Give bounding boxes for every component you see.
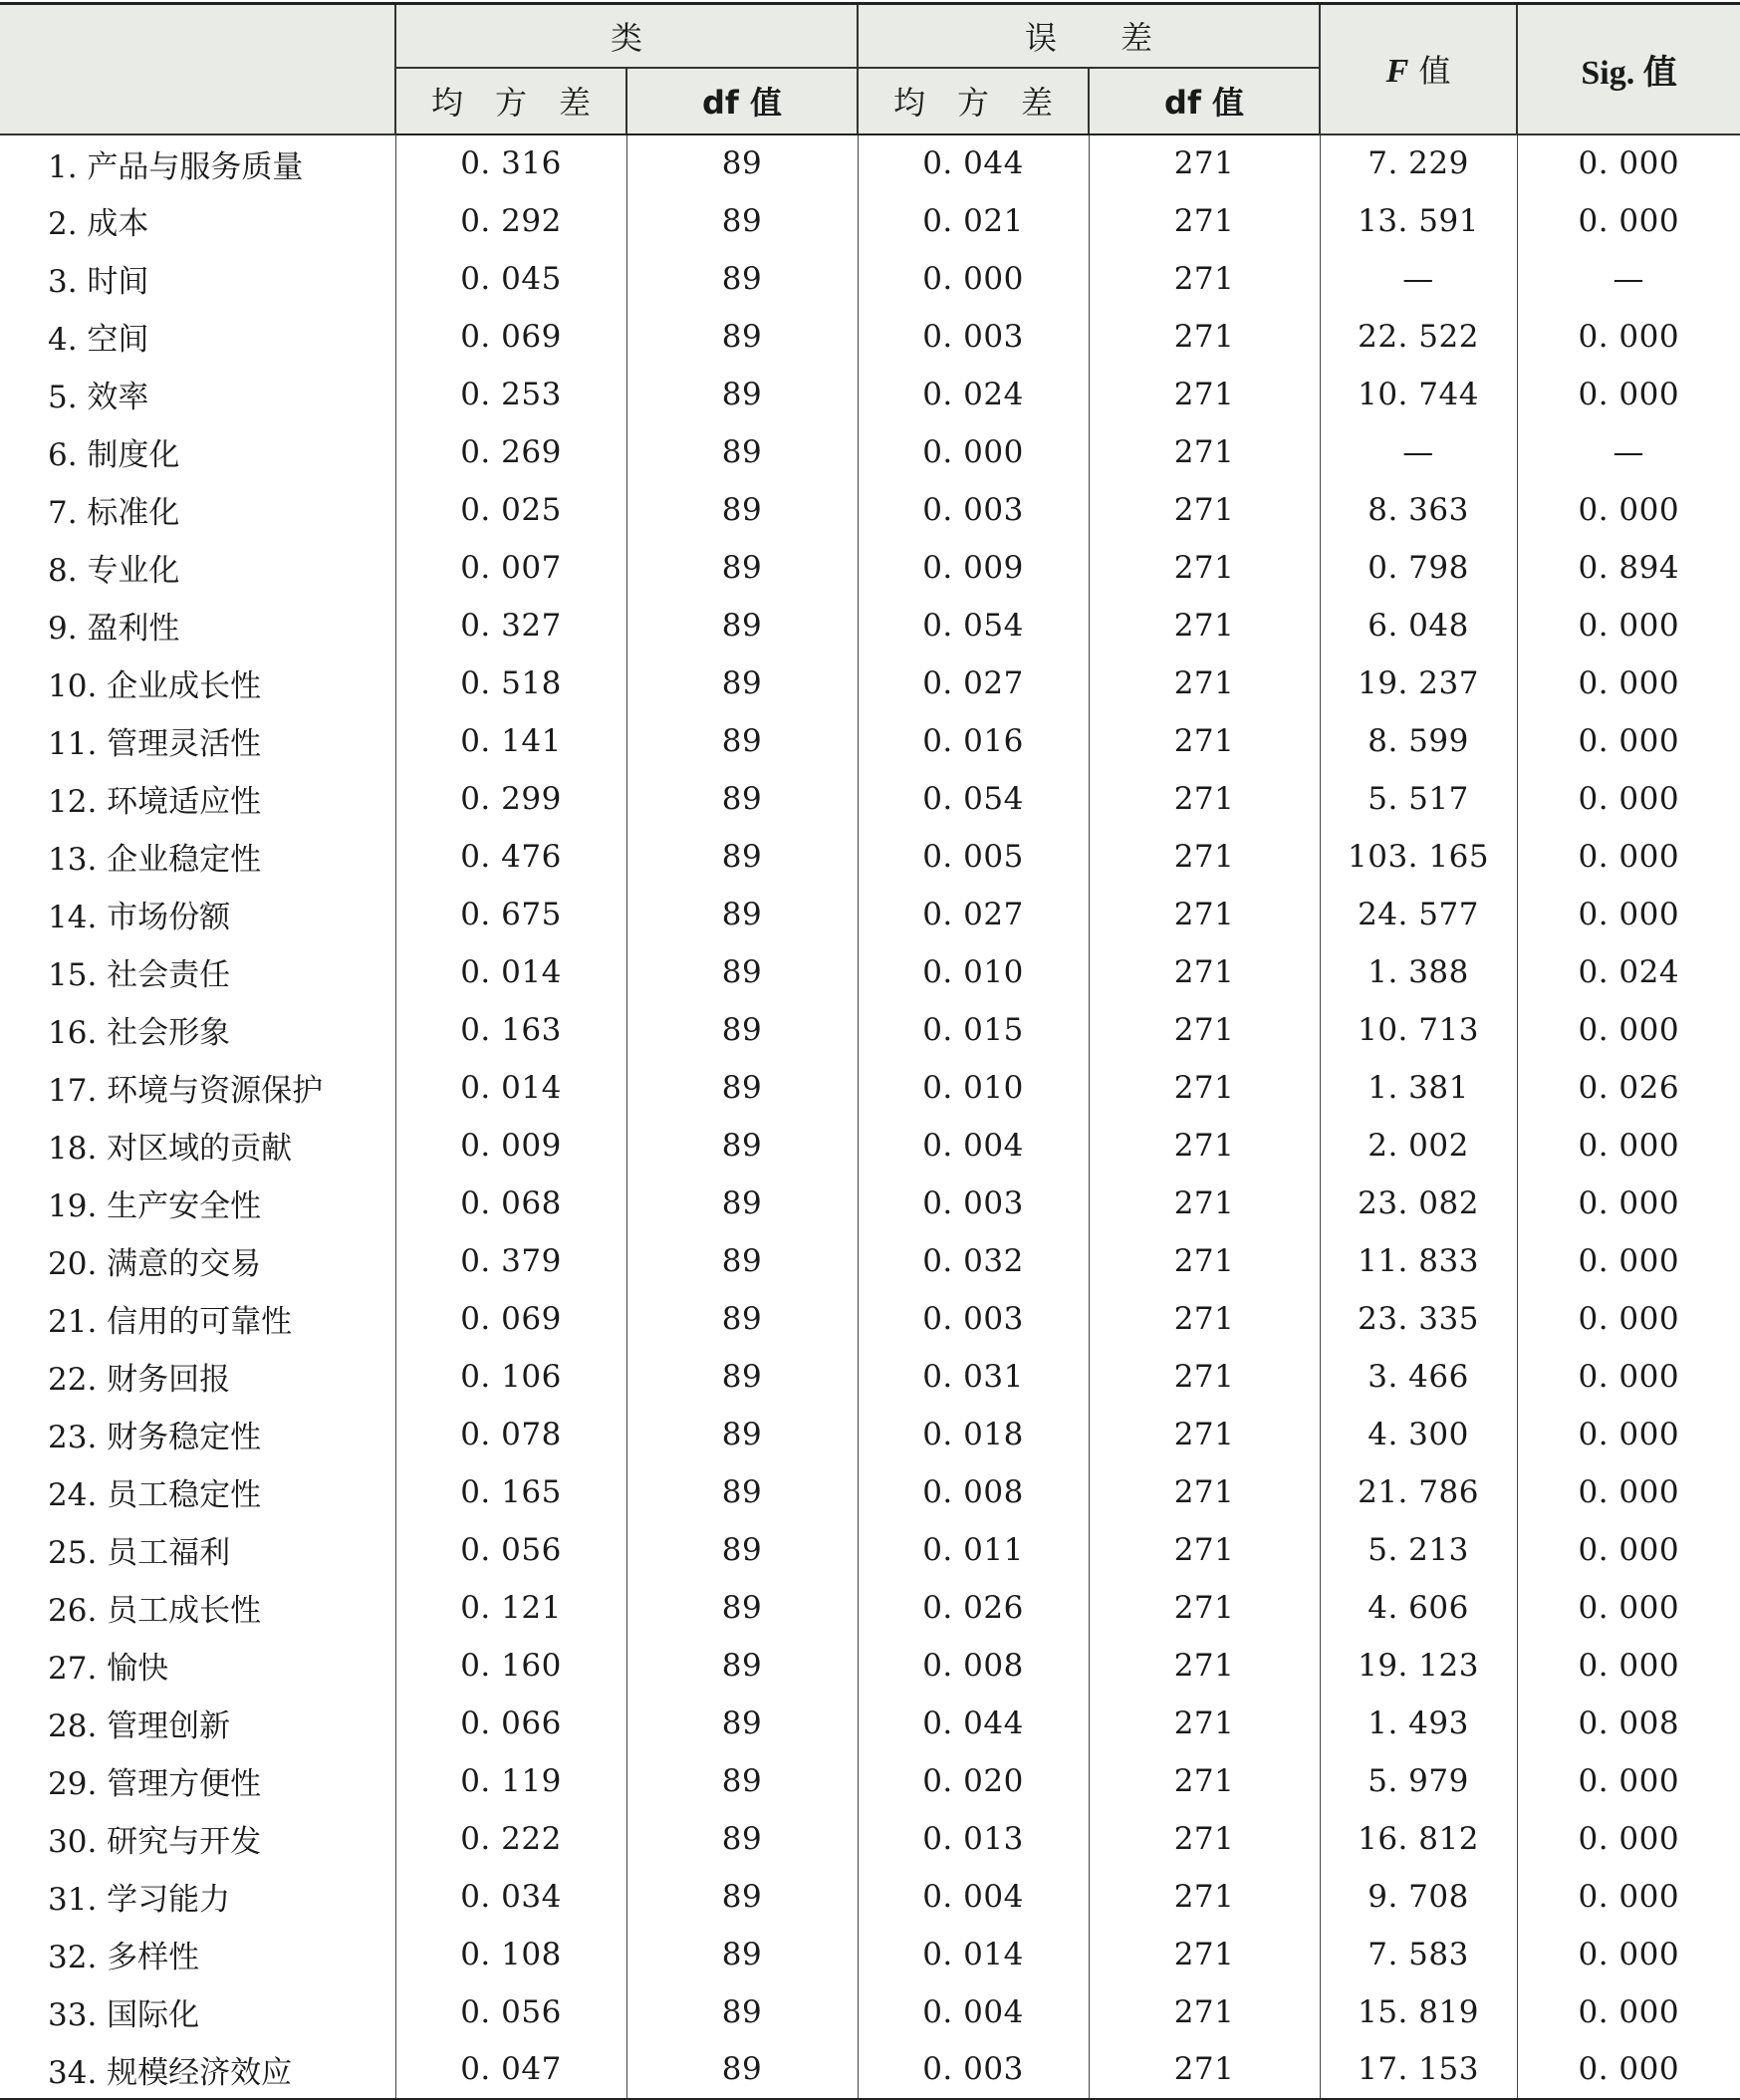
between-df-cell: 89	[626, 1579, 858, 1637]
table-row	[0, 1637, 1740, 1695]
error-mean-square-cell: 0. 009	[858, 539, 1089, 597]
table-row	[0, 481, 1740, 539]
table-row	[0, 539, 1740, 597]
error-mean-square-cell: 0. 010	[858, 943, 1089, 1001]
sig-value-cell: 0. 000	[1517, 1752, 1740, 1810]
f-value-cell: 17. 153	[1320, 2041, 1517, 2099]
error-mean-square-cell: 0. 021	[858, 192, 1089, 250]
row-label: 11. 管理灵活性	[48, 726, 262, 762]
between-mean-square-cell: 0. 025	[395, 481, 626, 539]
row-label: 33. 国际化	[48, 1997, 200, 2033]
sig-value-cell: 0. 000	[1517, 712, 1740, 770]
f-value-cell: 0. 798	[1320, 539, 1517, 597]
sig-value-cell: —	[1517, 250, 1740, 308]
sig-value-cell: 0. 000	[1517, 134, 1740, 192]
error-mean-square-cell: 0. 013	[858, 1810, 1089, 1868]
header-between-group: 类	[395, 4, 858, 68]
anova-table	[0, 2, 1740, 2100]
table-row	[0, 1232, 1740, 1290]
sig-value-cell: 0. 000	[1517, 655, 1740, 712]
table-row	[0, 943, 1740, 1001]
between-mean-square-cell: 0. 014	[395, 943, 626, 1001]
row-label: 24. 员工稳定性	[48, 1477, 262, 1513]
header-error-group: 误 差	[858, 4, 1320, 68]
between-df-cell: 89	[626, 1059, 858, 1117]
error-mean-square-cell: 0. 003	[858, 2041, 1089, 2099]
row-label: 30. 研究与开发	[48, 1824, 262, 1860]
between-df-cell: 89	[626, 1117, 858, 1175]
sig-value-cell: 0. 008	[1517, 1695, 1740, 1752]
error-df-cell: 271	[1089, 1810, 1320, 1868]
between-mean-square-cell: 0. 009	[395, 1117, 626, 1175]
error-df-cell: 271	[1089, 1348, 1320, 1406]
error-mean-square-cell: 0. 054	[858, 597, 1089, 655]
between-df-cell: 89	[626, 1752, 858, 1810]
f-value-cell: 16. 812	[1320, 1810, 1517, 1868]
row-label: 18. 对区域的贡献	[48, 1131, 293, 1167]
error-mean-square-cell: 0. 003	[858, 308, 1089, 366]
error-mean-square-cell: 0. 008	[858, 1463, 1089, 1521]
error-mean-square-cell: 0. 014	[858, 1926, 1089, 1983]
error-mean-square-cell: 0. 011	[858, 1521, 1089, 1579]
between-mean-square-cell: 0. 056	[395, 1983, 626, 2041]
row-label: 29. 管理方便性	[48, 1766, 262, 1802]
error-mean-square-cell: 0. 003	[858, 481, 1089, 539]
between-mean-square-cell: 0. 047	[395, 2041, 626, 2099]
error-df-cell: 271	[1089, 1579, 1320, 1637]
error-df-cell: 271	[1089, 712, 1320, 770]
between-df-cell: 89	[626, 1810, 858, 1868]
between-mean-square-cell: 0. 034	[395, 1868, 626, 1926]
table-row	[0, 1290, 1740, 1348]
f-value-cell: 6. 048	[1320, 597, 1517, 655]
sig-value-cell: 0. 000	[1517, 597, 1740, 655]
between-df-cell: 89	[626, 655, 858, 712]
row-label: 10. 企业成长性	[48, 668, 262, 704]
error-df-cell: 271	[1089, 366, 1320, 423]
error-df-cell: 271	[1089, 481, 1320, 539]
between-mean-square-cell: 0. 069	[395, 308, 626, 366]
between-mean-square-cell: 0. 078	[395, 1406, 626, 1463]
error-df-cell: 271	[1089, 1695, 1320, 1752]
between-mean-square-cell: 0. 253	[395, 366, 626, 423]
header-between-df: df 值	[626, 68, 858, 134]
error-df-cell: 271	[1089, 423, 1320, 481]
f-value-cell: 21. 786	[1320, 1463, 1517, 1521]
error-mean-square-cell: 0. 003	[858, 1290, 1089, 1348]
table-row	[0, 828, 1740, 886]
sig-value-cell: 0. 000	[1517, 1637, 1740, 1695]
between-mean-square-cell: 0. 327	[395, 597, 626, 655]
sig-value-cell: 0. 000	[1517, 1117, 1740, 1175]
row-label: 28. 管理创新	[48, 1708, 231, 1744]
between-df-cell: 89	[626, 1001, 858, 1059]
table-row	[0, 1463, 1740, 1521]
f-value-cell: 8. 599	[1320, 712, 1517, 770]
f-value-cell: 5. 517	[1320, 770, 1517, 828]
f-value-cell: 15. 819	[1320, 1983, 1517, 2041]
f-value-cell: 23. 335	[1320, 1290, 1517, 1348]
row-label: 5. 效率	[48, 380, 149, 415]
between-df-cell: 89	[626, 250, 858, 308]
between-mean-square-cell: 0. 476	[395, 828, 626, 886]
error-mean-square-cell: 0. 000	[858, 423, 1089, 481]
f-value-cell: 7. 583	[1320, 1926, 1517, 1983]
table-row	[0, 1521, 1740, 1579]
error-mean-square-cell: 0. 000	[858, 250, 1089, 308]
error-mean-square-cell: 0. 031	[858, 1348, 1089, 1406]
row-label: 9. 盈利性	[48, 611, 180, 647]
f-value-cell: 4. 300	[1320, 1406, 1517, 1463]
error-mean-square-cell: 0. 004	[858, 1117, 1089, 1175]
table-row	[0, 1117, 1740, 1175]
error-mean-square-cell: 0. 054	[858, 770, 1089, 828]
error-mean-square-cell: 0. 044	[858, 134, 1089, 192]
error-mean-square-cell: 0. 027	[858, 655, 1089, 712]
row-label: 17. 环境与资源保护	[48, 1073, 324, 1109]
between-mean-square-cell: 0. 675	[395, 886, 626, 943]
sig-value-cell: 0. 000	[1517, 481, 1740, 539]
between-df-cell: 89	[626, 2041, 858, 2099]
row-label: 14. 市场份额	[48, 900, 231, 935]
between-mean-square-cell: 0. 165	[395, 1463, 626, 1521]
error-mean-square-cell: 0. 010	[858, 1059, 1089, 1117]
table-row	[0, 1348, 1740, 1406]
error-df-cell: 271	[1089, 192, 1320, 250]
error-df-cell: 271	[1089, 134, 1320, 192]
between-df-cell: 89	[626, 481, 858, 539]
table-row	[0, 1983, 1740, 2041]
row-label: 25. 员工福利	[48, 1535, 231, 1571]
row-label: 26. 员工成长性	[48, 1593, 262, 1629]
between-mean-square-cell: 0. 007	[395, 539, 626, 597]
f-value-cell: 24. 577	[1320, 886, 1517, 943]
sig-value-cell: 0. 000	[1517, 1810, 1740, 1868]
between-df-cell: 89	[626, 1348, 858, 1406]
between-mean-square-cell: 0. 121	[395, 1579, 626, 1637]
error-df-cell: 271	[1089, 770, 1320, 828]
between-df-cell: 89	[626, 539, 858, 597]
sig-value-cell: 0. 000	[1517, 1348, 1740, 1406]
row-label: 27. 愉快	[48, 1651, 169, 1687]
error-df-cell: 271	[1089, 250, 1320, 308]
sig-value-cell: 0. 000	[1517, 1926, 1740, 1983]
error-df-cell: 271	[1089, 1868, 1320, 1926]
between-mean-square-cell: 0. 014	[395, 1059, 626, 1117]
error-df-cell: 271	[1089, 1983, 1320, 2041]
sig-value-cell: 0. 000	[1517, 1521, 1740, 1579]
between-df-cell: 89	[626, 423, 858, 481]
between-df-cell: 89	[626, 308, 858, 366]
f-value-cell: 4. 606	[1320, 1579, 1517, 1637]
sig-value-cell: 0. 000	[1517, 886, 1740, 943]
between-df-cell: 89	[626, 712, 858, 770]
between-df-cell: 89	[626, 597, 858, 655]
sig-value-cell: 0. 000	[1517, 2041, 1740, 2099]
error-mean-square-cell: 0. 016	[858, 712, 1089, 770]
row-label: 13. 企业稳定性	[48, 842, 262, 878]
table-row	[0, 1752, 1740, 1810]
error-df-cell: 271	[1089, 943, 1320, 1001]
table-header	[0, 4, 1740, 134]
row-label: 1. 产品与服务质量	[48, 148, 304, 185]
table-body	[0, 134, 1740, 2099]
table-row	[0, 655, 1740, 712]
between-mean-square-cell: 0. 379	[395, 1232, 626, 1290]
table-row	[0, 1406, 1740, 1463]
table-row	[0, 1868, 1740, 1926]
error-df-cell: 271	[1089, 1175, 1320, 1232]
between-mean-square-cell: 0. 108	[395, 1926, 626, 1983]
between-df-cell: 89	[626, 1637, 858, 1695]
between-mean-square-cell: 0. 056	[395, 1521, 626, 1579]
sig-value-cell: 0. 000	[1517, 192, 1740, 250]
error-mean-square-cell: 0. 032	[858, 1232, 1089, 1290]
f-value-cell: 23. 082	[1320, 1175, 1517, 1232]
row-label: 20. 满意的交易	[48, 1246, 262, 1282]
between-df-cell: 89	[626, 1232, 858, 1290]
error-mean-square-cell: 0. 024	[858, 366, 1089, 423]
table-row	[0, 597, 1740, 655]
sig-value-cell: 0. 000	[1517, 1868, 1740, 1926]
header-error-df: df 值	[1089, 68, 1320, 134]
row-label: 8. 专业化	[48, 553, 180, 589]
f-value-cell: 5. 979	[1320, 1752, 1517, 1810]
f-value-cell: 13. 591	[1320, 192, 1517, 250]
row-label: 3. 时间	[48, 264, 149, 300]
header-blank-cell	[0, 4, 395, 134]
row-label: 15. 社会责任	[48, 957, 231, 993]
between-mean-square-cell: 0. 066	[395, 1695, 626, 1752]
row-label: 4. 空间	[48, 322, 149, 358]
sig-value-cell: 0. 000	[1517, 308, 1740, 366]
error-mean-square-cell: 0. 015	[858, 1001, 1089, 1059]
sig-value-cell: 0. 026	[1517, 1059, 1740, 1117]
error-mean-square-cell: 0. 026	[858, 1579, 1089, 1637]
header-f-value	[1320, 4, 1517, 134]
between-df-cell: 89	[626, 828, 858, 886]
sig-value-cell: 0. 000	[1517, 1175, 1740, 1232]
table-row	[0, 1810, 1740, 1868]
between-df-cell: 89	[626, 366, 858, 423]
between-df-cell: 89	[626, 1695, 858, 1752]
error-df-cell: 271	[1089, 1637, 1320, 1695]
row-label: 6. 制度化	[48, 437, 180, 473]
f-value-cell: 1. 388	[1320, 943, 1517, 1001]
error-mean-square-cell: 0. 027	[858, 886, 1089, 943]
sig-value-cell: 0. 000	[1517, 366, 1740, 423]
row-label: 31. 学习能力	[48, 1882, 231, 1918]
between-df-cell: 89	[626, 192, 858, 250]
header-error-mean-square: 均 方 差	[858, 68, 1089, 134]
between-mean-square-cell: 0. 119	[395, 1752, 626, 1810]
error-df-cell: 271	[1089, 828, 1320, 886]
sig-value-cell: 0. 000	[1517, 828, 1740, 886]
error-mean-square-cell: 0. 008	[858, 1637, 1089, 1695]
sig-value-cell: 0. 894	[1517, 539, 1740, 597]
f-value-cell: 103. 165	[1320, 828, 1517, 886]
f-value-cell: 1. 493	[1320, 1695, 1517, 1752]
between-mean-square-cell: 0. 160	[395, 1637, 626, 1695]
row-label: 21. 信用的可靠性	[48, 1304, 293, 1340]
f-value-cell: 3. 466	[1320, 1348, 1517, 1406]
row-label: 12. 环境适应性	[48, 784, 262, 820]
f-value-cell: 10. 713	[1320, 1001, 1517, 1059]
table-row	[0, 1695, 1740, 1752]
sig-value-cell: 0. 000	[1517, 1463, 1740, 1521]
between-df-cell: 89	[626, 886, 858, 943]
error-mean-square-cell: 0. 004	[858, 1868, 1089, 1926]
between-mean-square-cell: 0. 141	[395, 712, 626, 770]
error-df-cell: 271	[1089, 1117, 1320, 1175]
table-row	[0, 712, 1740, 770]
error-df-cell: 271	[1089, 1752, 1320, 1810]
table-row	[0, 1926, 1740, 1983]
table-row	[0, 1001, 1740, 1059]
error-df-cell: 271	[1089, 539, 1320, 597]
header-f-suffix: 值	[1408, 52, 1451, 91]
table-row	[0, 1059, 1740, 1117]
sig-value-cell: —	[1517, 423, 1740, 481]
error-df-cell: 271	[1089, 1521, 1320, 1579]
f-value-cell: 22. 522	[1320, 308, 1517, 366]
f-value-cell: 8. 363	[1320, 481, 1517, 539]
error-df-cell: 271	[1089, 1290, 1320, 1348]
f-value-cell: —	[1320, 423, 1517, 481]
sig-value-cell: 0. 000	[1517, 1983, 1740, 2041]
between-df-cell: 89	[626, 1868, 858, 1926]
f-value-cell: —	[1320, 250, 1517, 308]
table-row	[0, 1579, 1740, 1637]
f-value-cell: 9. 708	[1320, 1868, 1517, 1926]
between-df-cell: 89	[626, 1463, 858, 1521]
between-df-cell: 89	[626, 770, 858, 828]
f-value-cell: 10. 744	[1320, 366, 1517, 423]
table-row	[0, 192, 1740, 250]
row-label: 22. 财务回报	[48, 1362, 231, 1398]
row-label: 34. 规模经济效应	[0, 2041, 395, 2099]
between-mean-square-cell: 0. 045	[395, 250, 626, 308]
f-value-cell: 19. 237	[1320, 655, 1517, 712]
between-mean-square-cell: 0. 299	[395, 770, 626, 828]
row-label: 7. 标准化	[48, 495, 180, 531]
header-f-letter: F	[1385, 53, 1409, 91]
row-label: 2. 成本	[48, 206, 149, 242]
error-df-cell: 271	[1089, 2041, 1320, 2099]
row-label: 19. 生产安全性	[48, 1188, 262, 1224]
error-mean-square-cell: 0. 018	[858, 1406, 1089, 1463]
table-row	[0, 2041, 1740, 2099]
sig-value-cell: 0. 000	[1517, 770, 1740, 828]
between-mean-square-cell: 0. 069	[395, 1290, 626, 1348]
f-value-cell: 19. 123	[1320, 1637, 1517, 1695]
table-row	[0, 770, 1740, 828]
f-value-cell: 5. 213	[1320, 1521, 1517, 1579]
between-mean-square-cell: 0. 222	[395, 1810, 626, 1868]
between-df-cell: 89	[626, 1175, 858, 1232]
sig-value-cell: 0. 000	[1517, 1001, 1740, 1059]
between-mean-square-cell: 0. 163	[395, 1001, 626, 1059]
row-label: 23. 财务稳定性	[48, 1420, 262, 1455]
error-df-cell: 271	[1089, 1463, 1320, 1521]
table-row	[0, 250, 1740, 308]
between-mean-square-cell: 0. 269	[395, 423, 626, 481]
error-df-cell: 271	[1089, 1232, 1320, 1290]
error-df-cell: 271	[1089, 308, 1320, 366]
error-df-cell: 271	[1089, 597, 1320, 655]
between-df-cell: 89	[626, 1406, 858, 1463]
table-row	[0, 886, 1740, 943]
table-row	[0, 134, 1740, 192]
row-label: 32. 多样性	[48, 1940, 200, 1975]
f-value-cell: 7. 229	[1320, 134, 1517, 192]
sig-value-cell: 0. 024	[1517, 943, 1740, 1001]
error-df-cell: 271	[1089, 1926, 1320, 1983]
f-value-cell: 1. 381	[1320, 1059, 1517, 1117]
between-df-cell: 89	[626, 1290, 858, 1348]
between-mean-square-cell: 0. 068	[395, 1175, 626, 1232]
between-mean-square-cell: 0. 518	[395, 655, 626, 712]
error-df-cell: 271	[1089, 655, 1320, 712]
error-mean-square-cell: 0. 005	[858, 828, 1089, 886]
error-mean-square-cell: 0. 004	[858, 1983, 1089, 2041]
table-row	[0, 1175, 1740, 1232]
between-mean-square-cell: 0. 106	[395, 1348, 626, 1406]
between-df-cell: 89	[626, 134, 858, 192]
between-df-cell: 89	[626, 943, 858, 1001]
header-sig-value: Sig. 值	[1517, 4, 1740, 134]
sig-value-cell: 0. 000	[1517, 1406, 1740, 1463]
error-df-cell: 271	[1089, 886, 1320, 943]
row-label: 16. 社会形象	[48, 1015, 231, 1051]
error-mean-square-cell: 0. 044	[858, 1695, 1089, 1752]
header-between-mean-square: 均 方 差	[395, 68, 626, 134]
table-row	[0, 366, 1740, 423]
table-row	[0, 308, 1740, 366]
between-df-cell: 89	[626, 1983, 858, 2041]
error-mean-square-cell: 0. 020	[858, 1752, 1089, 1810]
between-df-cell: 89	[626, 1521, 858, 1579]
error-df-cell: 271	[1089, 1406, 1320, 1463]
between-df-cell: 89	[626, 1926, 858, 1983]
f-value-cell: 2. 002	[1320, 1117, 1517, 1175]
table-row	[0, 423, 1740, 481]
error-df-cell: 271	[1089, 1059, 1320, 1117]
error-df-cell: 271	[1089, 1001, 1320, 1059]
between-mean-square-cell: 0. 292	[395, 192, 626, 250]
f-value-cell: 11. 833	[1320, 1232, 1517, 1290]
between-mean-square-cell: 0. 316	[395, 134, 626, 192]
error-mean-square-cell: 0. 003	[858, 1175, 1089, 1232]
sig-value-cell: 0. 000	[1517, 1232, 1740, 1290]
sig-value-cell: 0. 000	[1517, 1579, 1740, 1637]
sig-value-cell: 0. 000	[1517, 1290, 1740, 1348]
